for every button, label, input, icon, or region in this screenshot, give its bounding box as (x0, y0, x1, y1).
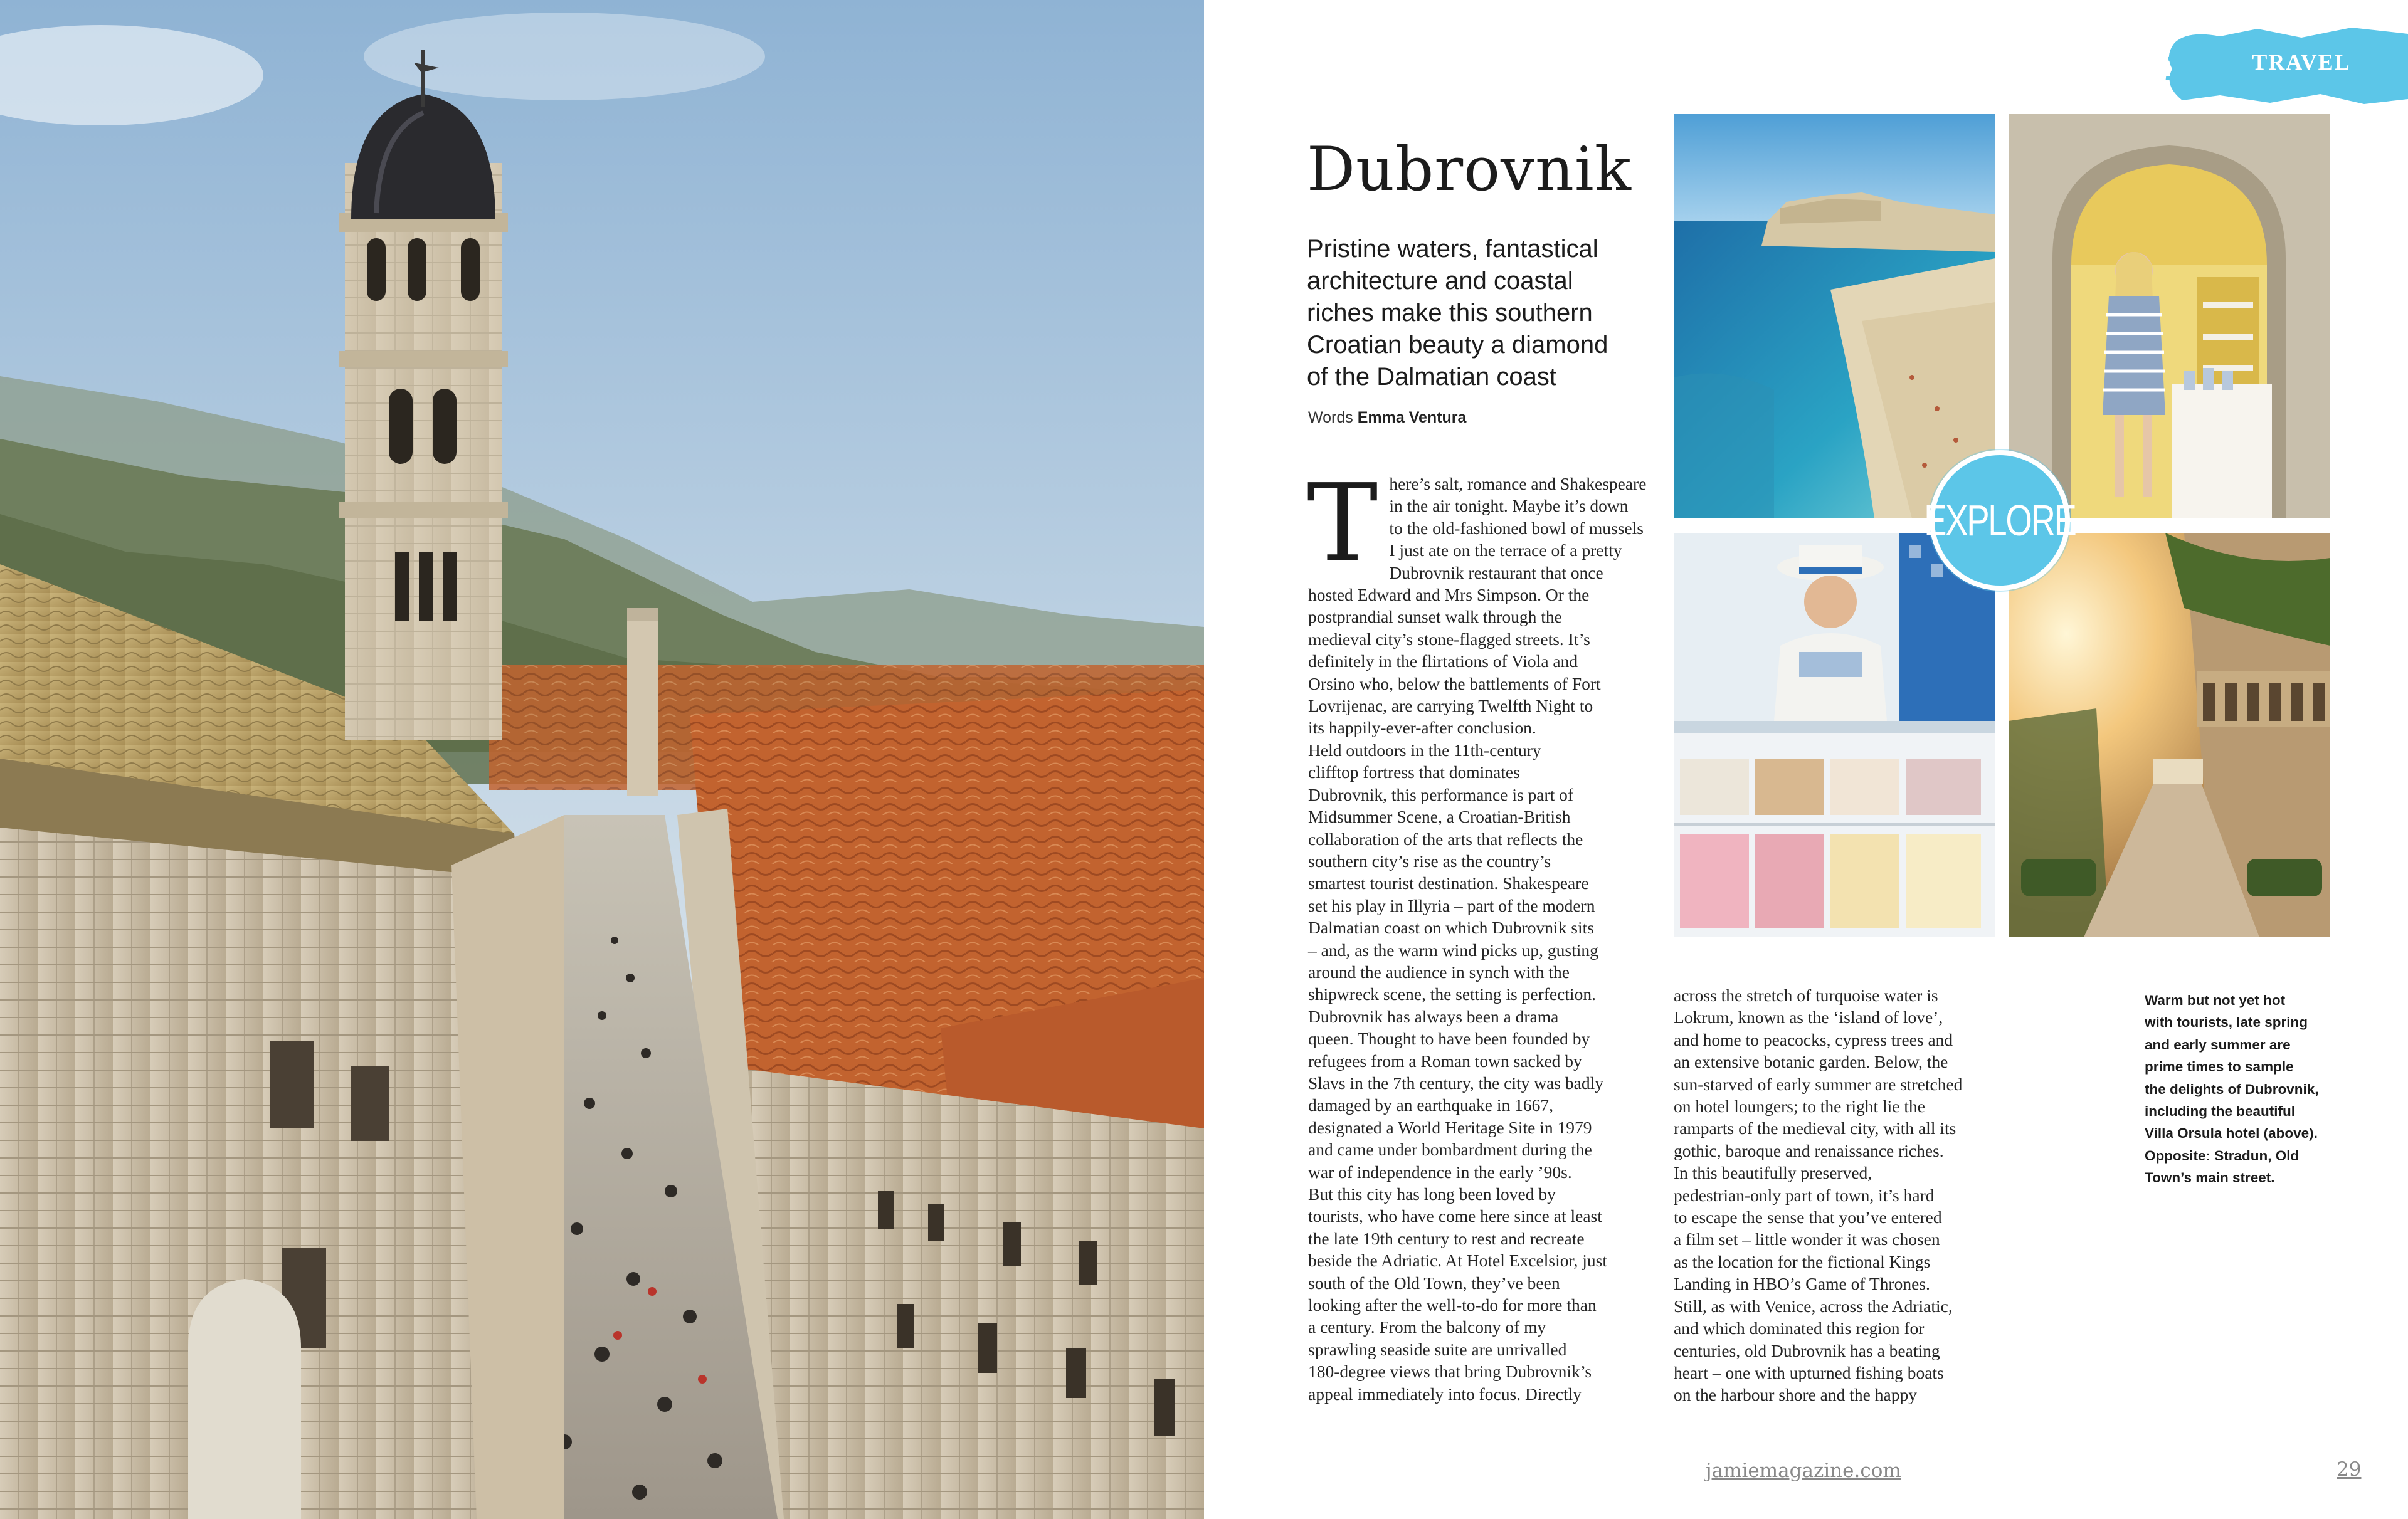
drop-cap: T (1307, 461, 1378, 586)
footer-url[interactable]: jamiemagazine.com (1706, 1459, 1901, 1482)
photo-gelato-counter (1674, 533, 1995, 937)
body-column-1 (1307, 461, 1652, 1405)
byline-author: Emma Ventura (1357, 409, 1467, 426)
byline-prefix: Words (1308, 409, 1353, 426)
photo-beach-old-town (1674, 114, 1995, 518)
section-label: TRAVEL (2252, 50, 2351, 75)
body-column-1-text: here’s salt, romance and Shakespeare in the air tonight. Maybe it’s down to the old-fashioned bowl of mussels I just ate on the terrace of a pretty Dubrovnik restaurant that once hosted Edward and Mrs Simpson. Or the postprandial sunset walk through the medieval city’s stone-flagged streets. It’s definitely in the flirtations of Viola and Orsino who, below the battlements of Fort Lovrijenac, are carrying Twelfth Night to its happily-ever-after conclusion. Held outdoors in the 11th-century clifftop fortress that dominates Dubrovnik, this performance is part of Midsummer Scene, a Croatian-British collaboration of the arts that reflects the southern city’s rise as the country’s smartest tourist destination. Shakespeare set his play in Illyria – part of the modern Dalmatian coast on which Dubrovnik sits – and, as the warm wind picks up, gusting around the audience in synch with the shipwreck scene, the setting is perfection. Dubrovnik has always been a drama queen. Thought to have been founded by refugees from a Roman town sacked by Slavs in the 7th century, the city was badly damaged by an earthquake in 1667, designated a World Heritage Site in 1979 and came under bombardment during the war of independence in the early ’90s. But this city has long been loved by tourists, who have come here since at least the late 19th century to rest and recreate beside the Adriatic. At Hotel Excelsior, just south of the Old Town, they’ve been looking after the well-to-do for more than a century. From the balcony of my sprawling seaside suite are unrivalled 180-degree views that bring Dubrovnik’s appeal immediately into focus. Directly (1308, 474, 1647, 1404)
explore-badge (1924, 450, 2076, 591)
photo-shop-doorway (2009, 114, 2330, 518)
photo-caption: Warm but not yet hot with tourists, late spring and early summer are prime times to sample the delights of Dubrovnik, including the beautiful Villa Orsula hotel (above). Opposite: Stradun, Old Town’s main street. (2145, 992, 2319, 1186)
body-column-2: across the stretch of turquoise water is Lokrum, known as the ‘island of love’, and home to peacocks, cypress trees and an extensive botanic garden. Below, the sun-starved of early summer are stretched on hotel loungers; to the right lie the ramparts of the medieval city, with all its gothic, baroque and renaissance riches. In this beautifully preserved, pedestrian-only part of town, it’s hard to escape the sense that you’ve entered a film set – little wonder it was chosen as the location for the fictional Kings Landing in HBO’s Game of Thrones. Still, as with Venice, across the Adriatic, and which dominated this region for centuries, old Dubrovnik has a beating heart – one with upturned fishing boats on the harbour shore and the happy (1674, 986, 1963, 1405)
explore-badge-label: EXPLORE (1924, 496, 2076, 545)
page-number: 29 (2337, 1458, 2362, 1481)
article-title: Dubrovnik (1307, 134, 1632, 204)
photo-villa-orsula (2009, 533, 2330, 937)
article-standfirst: Pristine waters, fantastical architecture and coastal riches make this southern Croatian beauty a diamond of the Dalmatian coast (1307, 235, 1608, 391)
byline (1308, 409, 1466, 427)
